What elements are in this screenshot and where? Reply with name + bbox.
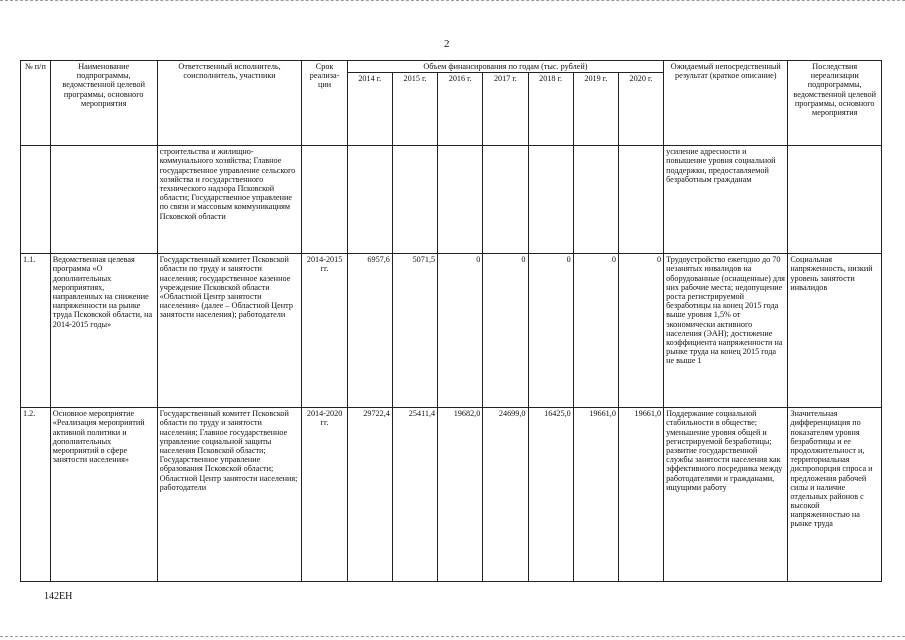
- header-consequences: Последствия нереализации подпрограммы, ведомственной целевой программы, основного мероприятия: [788, 61, 882, 146]
- row-value: [392, 146, 437, 254]
- program-table: [20, 60, 882, 582]
- document-code: 142EH: [44, 591, 73, 602]
- row-name: Ведомственная целевая программа «О дополнительных мероприятиях, направленных на снижение напряженности на рынке труда Псковской области, на 2014-2015 годы»: [50, 254, 157, 408]
- row-consequences: Значительная дифференциация по показателям уровня безработицы и ее продолжительност и, территориальная диспропорция спроса и предложения рабочей силы и наличие отдельных районов с высокой напряженностью на рынке труда: [788, 408, 882, 582]
- row-name: Основное мероприятие «Реализация мероприятий активной политики и дополнительных мероприятий в сфере занятости населения»: [50, 408, 157, 582]
- header-year: 2014 г.: [347, 73, 392, 146]
- row-num: 1.1.: [21, 254, 51, 408]
- header-year: 2020 г.: [618, 73, 663, 146]
- row-value: 0: [528, 254, 573, 408]
- row-value: [528, 146, 573, 254]
- row-value: 0: [618, 254, 663, 408]
- header-term: Срок реализа-ции: [302, 61, 347, 146]
- header-executor: Ответственный исполнитель, соисполнитель, участники: [157, 61, 302, 146]
- row-value: 25411,4: [392, 408, 437, 582]
- row-value: 24699,0: [483, 408, 528, 582]
- header-year: 2016 г.: [438, 73, 483, 146]
- row-value: [573, 146, 618, 254]
- row-value: [618, 146, 663, 254]
- header-name: Наименование подпрограммы, ведомственной целевой программы, основного мероприятия: [50, 61, 157, 146]
- row-consequences: Социальная напряженность, низкий уровень занятости инвалидов: [788, 254, 882, 408]
- header-year: 2018 г.: [528, 73, 573, 146]
- row-num: [21, 146, 51, 254]
- row-value: 0: [483, 254, 528, 408]
- row-value: 0: [438, 254, 483, 408]
- row-num: 1.2.: [21, 408, 51, 582]
- row-term: [302, 146, 347, 254]
- table-row: [21, 408, 882, 582]
- row-executor: Государственный комитет Псковской области по труду и занятости населения; Главное государственное управление социальной защиты населения Псковской области; Государственное управление образования Псковской области; Областной Центр занятости населения; работодатели: [157, 408, 302, 582]
- row-value: 16425,0: [528, 408, 573, 582]
- header-num: № п/п: [21, 61, 51, 146]
- row-result: Трудоустройство ежегодно до 70 незанятых инвалидов на оборудованные (оснащенные) для них рабочие места; недопущение роста регистрируемой безработицы на конец 2015 года выше уровня 1,5% от экономически активного населения (ЭАН); достижение коэффициента напряженности на рынке труда на конец 2015 года не выше 1: [664, 254, 788, 408]
- row-name: [50, 146, 157, 254]
- row-result: усиление адресности и повышение уровня социальной поддержки, предоставляемой безработным гражданам: [664, 146, 788, 254]
- header-row: [21, 61, 882, 73]
- header-year: 2015 г.: [392, 73, 437, 146]
- page-number: 2: [444, 38, 450, 50]
- header-year: 2019 г.: [573, 73, 618, 146]
- row-value: [483, 146, 528, 254]
- row-consequences: [788, 146, 882, 254]
- header-funding: Объем финансирования по годам (тыс. рублей): [347, 61, 663, 73]
- row-value: 29722,4: [347, 408, 392, 582]
- table-row: [21, 146, 882, 254]
- row-term: 2014-2015 гг.: [302, 254, 347, 408]
- bottom-scan-edge: [0, 636, 905, 637]
- row-value: 5071,5: [392, 254, 437, 408]
- row-value: 19661,0: [573, 408, 618, 582]
- row-value: [347, 146, 392, 254]
- row-term: 2014-2020 гг.: [302, 408, 347, 582]
- table-row: [21, 254, 882, 408]
- row-value: 19661,0: [618, 408, 663, 582]
- row-executor: строительства и жилищно-коммунального хозяйства; Главное государственное управление сельского хозяйства и государственного технического надзора Псковской области; Государственное управление по связи и массовым коммуникациям Псковской области: [157, 146, 302, 254]
- header-result: Ожидаемый непосредственный результат (краткое описание): [664, 61, 788, 146]
- top-scan-edge: [0, 0, 905, 1]
- row-value: 19682,0: [438, 408, 483, 582]
- row-result: Поддержание социальной стабильности в обществе; уменьшение уровня общей и регистрируемой безработицы; развитие государственной службы занятости населения как эффективного посредника между работодателями и гражданами, ищущими работу: [664, 408, 788, 582]
- row-value: [438, 146, 483, 254]
- row-value: 6957,6: [347, 254, 392, 408]
- row-executor: Государственный комитет Псковской области по труду и занятости населения; государственное казенное учреждение Псковской области «Областной Центр занятости населения» (далее – Областной Центр занятости населения); работодатели: [157, 254, 302, 408]
- header-year: 2017 г.: [483, 73, 528, 146]
- row-value: 0: [573, 254, 618, 408]
